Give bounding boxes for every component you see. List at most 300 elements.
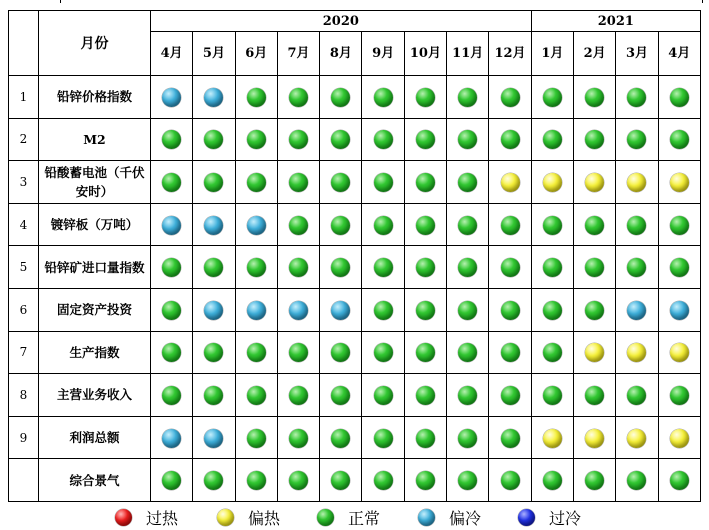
legend-cool-light-icon (418, 509, 435, 526)
signal-light-normal-icon (585, 258, 604, 277)
signal-cell (320, 374, 362, 417)
signal-light-normal-icon (374, 258, 393, 277)
signal-light-normal-icon (331, 130, 350, 149)
indicator-name: 镀锌板（万吨） (39, 203, 151, 246)
signal-light-normal-icon (501, 258, 520, 277)
signal-light-normal-icon (627, 216, 646, 235)
signal-cell (489, 374, 531, 417)
signal-light-cool-icon (247, 216, 266, 235)
signal-light-normal-icon (204, 386, 223, 405)
signal-light-normal-icon (331, 216, 350, 235)
signal-light-normal-icon (374, 343, 393, 362)
signal-cell (193, 118, 235, 161)
signal-light-cool-icon (331, 301, 350, 320)
indicator-row (9, 203, 701, 246)
signal-light-normal-icon (501, 88, 520, 107)
signal-light-normal-icon (374, 88, 393, 107)
signal-light-normal-icon (374, 173, 393, 192)
signal-light-normal-icon (627, 471, 646, 490)
signal-light-normal-icon (501, 429, 520, 448)
signal-cell (658, 459, 700, 502)
signal-cell (320, 161, 362, 204)
signal-cell (489, 459, 531, 502)
month-header-cell: 5月 (193, 32, 235, 76)
row-index: 1 (9, 76, 39, 119)
signal-light-normal-icon (204, 258, 223, 277)
indicator-row (9, 459, 701, 502)
signal-cell (277, 76, 319, 119)
signal-light-normal-icon (289, 173, 308, 192)
signal-cell (531, 161, 573, 204)
signal-light-warm-icon (627, 343, 646, 362)
month-header-cell: 7月 (277, 32, 319, 76)
row-index: 5 (9, 246, 39, 289)
signal-light-normal-icon (416, 386, 435, 405)
legend-label: 偏冷 (449, 509, 482, 528)
signal-light-normal-icon (501, 301, 520, 320)
signal-cell (447, 374, 489, 417)
signal-light-normal-icon (670, 216, 689, 235)
signal-cell (574, 416, 616, 459)
signal-light-warm-icon (627, 173, 646, 192)
signal-light-normal-icon (331, 386, 350, 405)
signal-cell (616, 288, 658, 331)
signal-light-normal-icon (289, 216, 308, 235)
signal-cell (404, 203, 446, 246)
signal-cell (277, 374, 319, 417)
signal-light-normal-icon (289, 343, 308, 362)
signal-cell (658, 416, 700, 459)
signal-cell (320, 76, 362, 119)
indicator-name: 利润总额 (39, 416, 151, 459)
signal-cell (151, 246, 193, 289)
signal-cell (362, 459, 404, 502)
signal-light-cool-icon (162, 429, 181, 448)
signal-light-normal-icon (374, 471, 393, 490)
signal-cell (616, 246, 658, 289)
signal-light-normal-icon (289, 471, 308, 490)
signal-cell (151, 374, 193, 417)
signal-cell (151, 331, 193, 374)
signal-cell (574, 118, 616, 161)
legend-item-warm (217, 506, 280, 529)
signal-light-normal-icon (627, 386, 646, 405)
signal-cell (489, 76, 531, 119)
page-top-edge (60, 0, 703, 3)
signal-light-normal-icon (416, 301, 435, 320)
signal-light-normal-icon (416, 258, 435, 277)
signal-light-normal-icon (458, 258, 477, 277)
signal-light-normal-icon (247, 258, 266, 277)
indicator-name: M2 (39, 118, 151, 161)
signal-light-normal-icon (543, 216, 562, 235)
signal-light-normal-icon (458, 130, 477, 149)
signal-light-normal-icon (289, 130, 308, 149)
signal-light-normal-icon (162, 386, 181, 405)
legend-cold-light-icon (518, 509, 535, 526)
signal-light-normal-icon (501, 471, 520, 490)
signal-light-warm-icon (585, 173, 604, 192)
signal-light-normal-icon (331, 343, 350, 362)
signal-light-normal-icon (416, 130, 435, 149)
signal-cell (404, 331, 446, 374)
signal-cell (235, 331, 277, 374)
month-header-cell: 10月 (404, 32, 446, 76)
month-header-cell: 4月 (151, 32, 193, 76)
signal-cell (658, 203, 700, 246)
signal-cell (151, 203, 193, 246)
signal-cell (320, 246, 362, 289)
signal-light-normal-icon (374, 130, 393, 149)
signal-cell (447, 76, 489, 119)
signal-cell (277, 459, 319, 502)
signal-cell (235, 161, 277, 204)
row-index: 6 (9, 288, 39, 331)
signal-light-normal-icon (585, 471, 604, 490)
signal-light-normal-icon (501, 343, 520, 362)
signal-light-normal-icon (458, 88, 477, 107)
signal-cell (447, 203, 489, 246)
signal-cell (531, 76, 573, 119)
legend-warm-light-icon (217, 509, 234, 526)
signal-light-warm-icon (670, 173, 689, 192)
signal-light-normal-icon (627, 258, 646, 277)
month-header-cell: 4月 (658, 32, 700, 76)
signal-cell (362, 288, 404, 331)
signal-light-normal-icon (247, 429, 266, 448)
signal-light-normal-icon (458, 216, 477, 235)
signal-cell (277, 203, 319, 246)
signal-cell (658, 161, 700, 204)
signal-light-normal-icon (416, 88, 435, 107)
signal-light-normal-icon (374, 301, 393, 320)
signal-light-normal-icon (458, 386, 477, 405)
signal-cell (193, 76, 235, 119)
signal-cell (574, 76, 616, 119)
signal-cell (277, 416, 319, 459)
signal-light-cool-icon (204, 88, 223, 107)
signal-cell (151, 118, 193, 161)
signal-cell (447, 288, 489, 331)
year-2021-header: 2021 (531, 11, 700, 32)
signal-light-normal-icon (204, 130, 223, 149)
signal-light-normal-icon (374, 216, 393, 235)
signal-cell (404, 288, 446, 331)
signal-cell (151, 459, 193, 502)
signal-cell (277, 118, 319, 161)
signal-light-normal-icon (289, 429, 308, 448)
signal-light-normal-icon (458, 429, 477, 448)
signal-cell (574, 161, 616, 204)
signal-light-normal-icon (331, 88, 350, 107)
month-header-cell: 11月 (447, 32, 489, 76)
signal-cell (658, 76, 700, 119)
indicator-row (9, 288, 701, 331)
signal-light-normal-icon (416, 216, 435, 235)
signal-cell (362, 161, 404, 204)
indicator-rows (9, 76, 701, 502)
signal-light-normal-icon (162, 343, 181, 362)
signal-cell (320, 459, 362, 502)
month-col-title: 月份 (39, 11, 151, 76)
signal-light-normal-icon (670, 258, 689, 277)
legend-item-cold (518, 506, 581, 529)
signal-light-normal-icon (204, 173, 223, 192)
signal-cell (404, 374, 446, 417)
indicator-name: 铅锌矿进口量指数 (39, 246, 151, 289)
signal-light-normal-icon (331, 258, 350, 277)
signal-light-normal-icon (162, 471, 181, 490)
signal-light-normal-icon (416, 343, 435, 362)
signal-cell (574, 459, 616, 502)
signal-cell (616, 331, 658, 374)
signal-cell (362, 76, 404, 119)
signal-light-warm-icon (627, 429, 646, 448)
signal-cell (235, 459, 277, 502)
signal-light-normal-icon (585, 386, 604, 405)
signal-light-cool-icon (204, 429, 223, 448)
signal-light-cool-icon (670, 301, 689, 320)
signal-light-cool-icon (162, 216, 181, 235)
signal-light-normal-icon (247, 88, 266, 107)
signal-light-cool-icon (204, 216, 223, 235)
index-header-cell (9, 11, 39, 76)
signal-cell (404, 161, 446, 204)
signal-light-warm-icon (585, 429, 604, 448)
signal-cell (404, 459, 446, 502)
indicator-row (9, 331, 701, 374)
signal-cell (531, 288, 573, 331)
signal-light-warm-icon (543, 429, 562, 448)
signal-light-normal-icon (331, 429, 350, 448)
signal-light-warm-icon (585, 343, 604, 362)
signal-cell (574, 203, 616, 246)
signal-cell (235, 288, 277, 331)
signal-light-normal-icon (543, 301, 562, 320)
signal-light-normal-icon (331, 471, 350, 490)
signal-light-normal-icon (670, 130, 689, 149)
signal-cell (193, 459, 235, 502)
legend (0, 506, 709, 530)
signal-light-normal-icon (585, 130, 604, 149)
signal-light-normal-icon (670, 88, 689, 107)
signal-light-normal-icon (247, 471, 266, 490)
signal-cell (658, 374, 700, 417)
signal-cell (404, 246, 446, 289)
signal-cell (658, 288, 700, 331)
signal-light-normal-icon (585, 216, 604, 235)
year-2020-header: 2020 (151, 11, 532, 32)
signal-cell (658, 331, 700, 374)
indicator-name: 生产指数 (39, 331, 151, 374)
signal-light-normal-icon (670, 386, 689, 405)
signal-cell (531, 203, 573, 246)
signal-light-normal-icon (374, 429, 393, 448)
legend-normal-light-icon (317, 509, 334, 526)
signal-light-normal-icon (458, 343, 477, 362)
row-index: 7 (9, 331, 39, 374)
signal-light-normal-icon (289, 258, 308, 277)
signal-cell (616, 76, 658, 119)
signal-cell (574, 246, 616, 289)
signal-light-normal-icon (627, 130, 646, 149)
signal-cell (362, 416, 404, 459)
signal-cell (616, 161, 658, 204)
signal-light-normal-icon (543, 343, 562, 362)
indicator-row (9, 118, 701, 161)
signal-light-normal-icon (247, 130, 266, 149)
signal-cell (404, 118, 446, 161)
signal-light-normal-icon (162, 173, 181, 192)
month-header-cell: 1月 (531, 32, 573, 76)
signal-cell (489, 416, 531, 459)
row-index (9, 459, 39, 502)
signal-light-normal-icon (543, 471, 562, 490)
signal-light-normal-icon (162, 258, 181, 277)
signal-light-normal-icon (247, 343, 266, 362)
signal-light-normal-icon (543, 88, 562, 107)
signal-light-cool-icon (247, 301, 266, 320)
signal-cell (235, 76, 277, 119)
signal-cell (320, 331, 362, 374)
row-index: 3 (9, 161, 39, 204)
signal-cell (235, 203, 277, 246)
indicator-name: 综合景气 (39, 459, 151, 502)
signal-light-normal-icon (543, 130, 562, 149)
signal-cell (277, 246, 319, 289)
signal-light-normal-icon (162, 130, 181, 149)
signal-light-normal-icon (289, 88, 308, 107)
signal-cell (658, 118, 700, 161)
signal-light-normal-icon (331, 173, 350, 192)
signal-cell (193, 161, 235, 204)
signal-cell (531, 118, 573, 161)
signal-cell (193, 374, 235, 417)
signal-light-cool-icon (204, 301, 223, 320)
row-index: 8 (9, 374, 39, 417)
signal-cell (574, 288, 616, 331)
signal-light-cool-icon (627, 301, 646, 320)
month-header-cell: 8月 (320, 32, 362, 76)
signal-cell (277, 288, 319, 331)
signal-cell (320, 416, 362, 459)
signal-cell (151, 416, 193, 459)
signal-cell (658, 246, 700, 289)
signal-cell (235, 416, 277, 459)
signal-light-normal-icon (458, 173, 477, 192)
signal-light-normal-icon (585, 88, 604, 107)
legend-label: 过热 (146, 509, 179, 528)
signal-light-normal-icon (501, 130, 520, 149)
signal-cell (447, 459, 489, 502)
indicator-name: 主营业务收入 (39, 374, 151, 417)
legend-label: 正常 (348, 509, 381, 528)
signal-light-normal-icon (204, 471, 223, 490)
signal-light-normal-icon (247, 386, 266, 405)
signal-light-normal-icon (458, 471, 477, 490)
signal-cell (489, 161, 531, 204)
signal-light-normal-icon (670, 471, 689, 490)
signal-light-warm-icon (543, 173, 562, 192)
signal-cell (362, 374, 404, 417)
signal-cell (489, 331, 531, 374)
signal-cell (489, 203, 531, 246)
signal-cell (193, 288, 235, 331)
signal-cell (151, 288, 193, 331)
signal-cell (320, 203, 362, 246)
legend-hot-light-icon (115, 509, 132, 526)
signal-cell (616, 416, 658, 459)
signal-cell (489, 288, 531, 331)
signal-cell (574, 331, 616, 374)
month-header-cell: 9月 (362, 32, 404, 76)
signal-cell (489, 246, 531, 289)
signal-light-normal-icon (627, 88, 646, 107)
signal-cell (531, 416, 573, 459)
signal-cell (193, 246, 235, 289)
signal-cell (616, 203, 658, 246)
signal-cell (616, 118, 658, 161)
signal-cell (489, 118, 531, 161)
signal-cell (447, 246, 489, 289)
signal-light-normal-icon (585, 301, 604, 320)
signal-light-normal-icon (204, 343, 223, 362)
signal-cell (362, 203, 404, 246)
legend-item-hot (115, 506, 178, 529)
signal-cell (320, 118, 362, 161)
signal-light-normal-icon (416, 173, 435, 192)
signal-light-normal-icon (416, 471, 435, 490)
signal-light-normal-icon (458, 301, 477, 320)
legend-label: 过冷 (549, 509, 582, 528)
signal-cell (235, 374, 277, 417)
signal-cell (447, 118, 489, 161)
signal-cell (235, 118, 277, 161)
signal-cell (404, 76, 446, 119)
row-index: 9 (9, 416, 39, 459)
signal-cell (531, 246, 573, 289)
signal-light-cool-icon (162, 88, 181, 107)
signal-cell (235, 246, 277, 289)
signal-cell (531, 374, 573, 417)
indicator-row (9, 76, 701, 119)
signal-cell (616, 374, 658, 417)
signal-light-normal-icon (416, 429, 435, 448)
row-index: 4 (9, 203, 39, 246)
signal-cell (616, 459, 658, 502)
indicator-row (9, 246, 701, 289)
signal-cell (277, 331, 319, 374)
signal-light-warm-icon (670, 429, 689, 448)
signal-cell (277, 161, 319, 204)
prosperity-signal-table (8, 10, 701, 502)
signal-light-warm-icon (670, 343, 689, 362)
signal-light-warm-icon (501, 173, 520, 192)
signal-cell (574, 374, 616, 417)
signal-cell (447, 161, 489, 204)
signal-cell (151, 161, 193, 204)
signal-cell (404, 416, 446, 459)
month-header-cell: 3月 (616, 32, 658, 76)
signal-cell (193, 331, 235, 374)
signal-light-cool-icon (289, 301, 308, 320)
signal-light-normal-icon (247, 173, 266, 192)
indicator-name: 固定资产投资 (39, 288, 151, 331)
indicator-row (9, 374, 701, 417)
indicator-name: 铅锌价格指数 (39, 76, 151, 119)
signal-light-normal-icon (289, 386, 308, 405)
signal-light-normal-icon (501, 386, 520, 405)
